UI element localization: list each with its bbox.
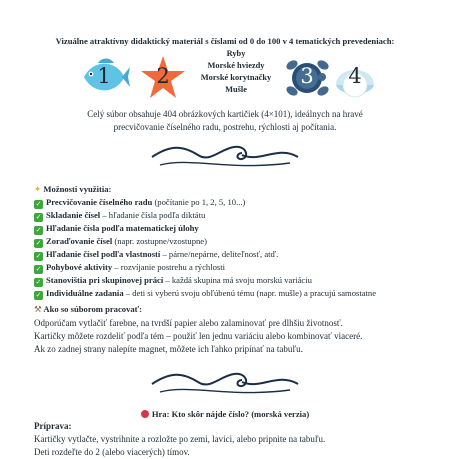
check-icon: ✓ bbox=[35, 265, 42, 273]
howto-line: Ak zo zadnej strany nalepíte magnet, môžete ich ľahko pripínať na tabuľu. bbox=[34, 344, 303, 354]
list-item: ✓ Hľadanie čísel podľa vlastností – párne/nepárne, deliteľnosť, atď. bbox=[35, 249, 279, 260]
check-icon: ✓ bbox=[35, 226, 42, 234]
check-icon: ✓ bbox=[35, 291, 42, 299]
wave-divider-icon bbox=[150, 368, 300, 398]
intro-text: Celý súbor obsahuje 404 obrázkových kartičiek (4×101), ideálnych na hravé precvičovanie číselného radu, postrehu, rýchlosti aj počítania. bbox=[87, 109, 363, 132]
shell-icon bbox=[332, 55, 378, 99]
howto-heading: ⚒ Ako so súborom pracovať: bbox=[34, 304, 143, 315]
list-item: ✓ Skladanie čísel – hľadanie čísla podľa diktátu bbox=[35, 210, 206, 221]
list-item: ✓ Individuálne zadania – deti si vyberú svoju obľúbenú tému (napr. mušle) a pracujú samostatne bbox=[35, 288, 377, 299]
game-text bbox=[34, 420, 434, 459]
list-item: ✓ Stanovištia pri skupinovej práci – každá skupina má svoju morskú variáciu bbox=[35, 275, 312, 286]
turtle-number: 3 bbox=[300, 64, 314, 88]
theme-list bbox=[191, 48, 281, 96]
howto-line: Odporúčam vytlačiť farebne, na tvrdší papier alebo zalaminovať pre dlhšiu životnosť. bbox=[34, 318, 343, 328]
list-item: ✓ Precvičovanie číselného radu (počítanie po 1, 2, 5, 10...) bbox=[35, 197, 246, 208]
howto-line: Kartičky môžete rozdeliť podľa tém – použiť len jednu variáciu alebo kombinovať viaceré. bbox=[34, 331, 363, 341]
theme-starfish: Morské hviezdy bbox=[207, 61, 265, 70]
check-icon: ✓ bbox=[35, 213, 42, 221]
page-title: Vizuálne atraktívny didaktický materiál s číslami od 0 do 100 v 4 tematických prevedeniach: bbox=[55, 36, 395, 46]
game-line: Kartičky vytlačte, vystrihnite a rozložte po zemi, lavici, alebo pripnite na tabuľu. bbox=[34, 434, 326, 444]
uses-list bbox=[34, 196, 434, 300]
check-icon: ✓ bbox=[35, 278, 42, 286]
shell-number: 4 bbox=[348, 64, 362, 88]
starfish-icon bbox=[140, 55, 186, 99]
theme-turtles: Morské korytnačky bbox=[200, 73, 272, 82]
game-heading: Hra: Kto skôr nájde číslo? (morská verzia) bbox=[0, 409, 450, 419]
list-item: ✓ Pohybové aktivity – rozvíjanie postrehu a rýchlosti bbox=[35, 262, 226, 273]
target-icon bbox=[141, 410, 149, 418]
sparkle-icon: ✦ bbox=[34, 185, 42, 195]
game-line: Deti rozdeľte do 2 (alebo viacerých) tímov. bbox=[34, 447, 190, 457]
list-item: ✓ Hľadanie čísla podľa matematickej úlohy bbox=[35, 223, 199, 234]
fish-icon bbox=[78, 55, 130, 99]
theme-fish: Ryby bbox=[226, 49, 246, 58]
theme-shells: Mušle bbox=[225, 85, 247, 94]
check-icon: ✓ bbox=[35, 252, 42, 260]
tools-icon: ⚒ bbox=[34, 305, 42, 315]
fish-number: 1 bbox=[97, 64, 111, 88]
prep-title: Príprava: bbox=[34, 421, 72, 431]
wave-divider-icon bbox=[150, 141, 300, 171]
check-icon: ✓ bbox=[35, 239, 42, 247]
turtle-icon bbox=[284, 55, 330, 99]
list-item: ✓ Zoraďovanie čísel (napr. zostupne/vzostupne) bbox=[35, 236, 207, 247]
starfish-number: 2 bbox=[156, 64, 170, 88]
check-icon: ✓ bbox=[35, 200, 42, 208]
uses-heading: ✦ Možnosti využitia: bbox=[34, 184, 112, 195]
howto-text bbox=[34, 317, 434, 356]
